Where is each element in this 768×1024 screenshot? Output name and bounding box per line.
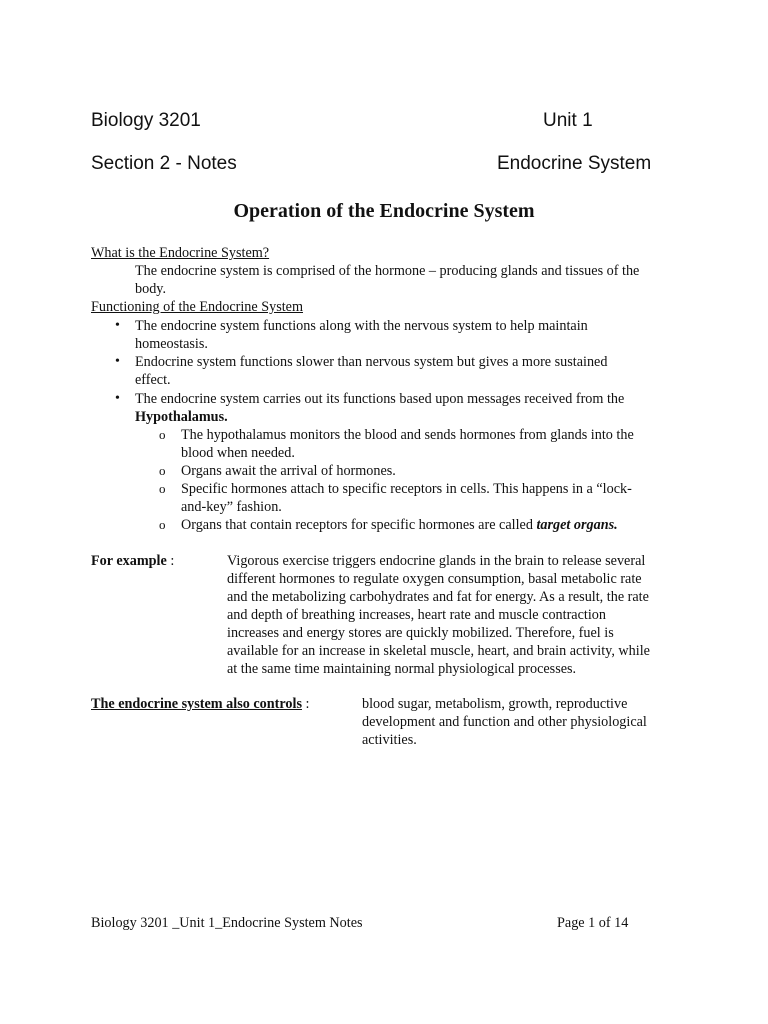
bullet-marker: • (115, 318, 120, 333)
page-title: Operation of the Endocrine System (233, 200, 535, 222)
example-line: at the same time maintaining normal physiological processes. (227, 661, 577, 677)
sub-1-line-2: blood when needed. (181, 445, 295, 461)
example-label: For example (91, 553, 167, 569)
example-line: and the metabolizing carbohydrates and fat for energy. As a result, the rate (227, 589, 649, 605)
controls-label-row (91, 695, 309, 713)
example-label-row (91, 552, 174, 570)
bullet-3-line-1: The endocrine system carries out its functions based upon messages received from the (135, 391, 625, 407)
example-line: and depth of breathing increases, heart rate and muscle contraction (227, 607, 606, 623)
bullet-marker: • (115, 391, 120, 406)
controls-line: development and function and other physiological (362, 714, 647, 730)
sub-bullet-marker: o (159, 463, 166, 478)
target-organs-term: target organs. (536, 517, 618, 533)
functioning-heading: Functioning of the Endocrine System (91, 299, 303, 315)
example-line: different hormones to regulate oxygen consumption, basal metabolic rate (227, 571, 642, 587)
sub-bullet-marker: o (159, 517, 166, 532)
sub-3-line-1: Specific hormones attach to specific receptors in cells. This happens in a “lock- (181, 481, 632, 497)
section-label: Section 2 - Notes (91, 153, 237, 174)
sub-4-text: Organs that contain receptors for specific hormones are called (181, 517, 537, 533)
sub-3-line-2: and-key” fashion. (181, 499, 282, 515)
controls-colon: : (301, 696, 310, 712)
sub-bullet-marker: o (159, 481, 166, 496)
bullet-1-line-1: The endocrine system functions along with the nervous system to help maintain (135, 318, 588, 334)
course-title: Biology 3201 (91, 110, 201, 131)
example-line: increases and energy stores are quickly mobilized. Therefore, fuel is (227, 625, 614, 641)
sub-2-line-1: Organs await the arrival of hormones. (181, 463, 396, 479)
sub-1-line-1: The hypothalamus monitors the blood and sends hormones from glands into the (181, 427, 634, 443)
sub-4-line (181, 516, 618, 534)
topic-label: Endocrine System (497, 153, 652, 174)
what-heading: What is the Endocrine System? (91, 245, 270, 261)
bullet-2-line-2: effect. (135, 372, 171, 388)
footer-doc-title: Biology 3201 _Unit 1_Endocrine System Notes (91, 915, 363, 931)
what-line-2: body. (135, 281, 166, 297)
example-paragraph (227, 552, 650, 678)
controls-line: blood sugar, metabolism, growth, reproductive (362, 696, 628, 712)
example-colon: : (166, 553, 175, 569)
controls-line: activities. (362, 732, 417, 748)
bullet-3-line-2: Hypothalamus. (135, 409, 228, 425)
example-line: Vigorous exercise triggers endocrine glands in the brain to release several (227, 553, 646, 569)
bullet-2-line-1: Endocrine system functions slower than nervous system but gives a more sustained (135, 354, 608, 370)
what-line-1: The endocrine system is comprised of the hormone – producing glands and tissues of the (135, 263, 640, 279)
example-line: available for an increase in skeletal muscle, heart, and brain activity, while (227, 643, 650, 659)
controls-paragraph (362, 695, 647, 749)
bullet-1-line-2: homeostasis. (135, 336, 208, 352)
controls-label: The endocrine system also controls (91, 696, 302, 712)
footer-page-number: Page 1 of 14 (557, 915, 629, 931)
unit-label: Unit 1 (543, 110, 593, 131)
sub-bullet-marker: o (159, 427, 166, 442)
bullet-marker: • (115, 354, 120, 369)
